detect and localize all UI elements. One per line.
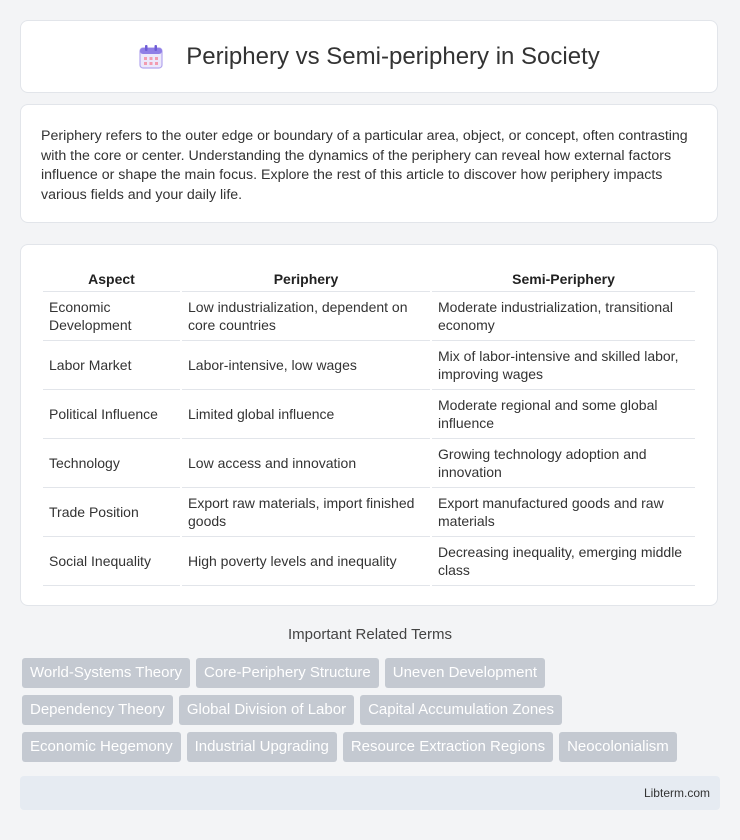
- table-row: [43, 537, 695, 586]
- related-term-tag[interactable]: Uneven Development: [385, 658, 545, 688]
- table-cell: Political Influence: [43, 390, 180, 439]
- table-row: [43, 390, 695, 439]
- table-cell: Technology: [43, 439, 180, 488]
- related-term-tag[interactable]: Capital Accumulation Zones: [360, 695, 562, 725]
- table-row: [43, 341, 695, 390]
- calendar-icon: [138, 44, 164, 70]
- table-cell: Labor-intensive, low wages: [182, 341, 430, 390]
- tag-row: [22, 658, 722, 688]
- column-header: Semi-Periphery: [432, 265, 695, 292]
- related-term-tag[interactable]: Dependency Theory: [22, 695, 173, 725]
- related-term-tag[interactable]: Global Division of Labor: [179, 695, 354, 725]
- title-card: [20, 20, 718, 93]
- related-terms: [22, 658, 722, 769]
- table-cell: Mix of labor-intensive and skilled labor, improving wages: [432, 341, 695, 390]
- table-row: [43, 488, 695, 537]
- column-header: Aspect: [43, 265, 180, 292]
- table-cell: Low industrialization, dependent on core countries: [182, 292, 430, 341]
- table-cell: Growing technology adoption and innovation: [432, 439, 695, 488]
- related-terms-heading: Important Related Terms: [288, 626, 452, 643]
- table-cell: Export manufactured goods and raw materials: [432, 488, 695, 537]
- site-credit-link[interactable]: Libterm.com: [643, 786, 710, 800]
- tag-row: [22, 695, 722, 725]
- related-term-tag[interactable]: Industrial Upgrading: [187, 732, 337, 762]
- related-term-tag[interactable]: Resource Extraction Regions: [343, 732, 553, 762]
- table-header-row: [43, 265, 695, 292]
- table-cell: Trade Position: [43, 488, 180, 537]
- table-cell: Low access and innovation: [182, 439, 430, 488]
- table-cell: Economic Development: [43, 292, 180, 341]
- table-cell: Export raw materials, import finished goods: [182, 488, 430, 537]
- table-cell: High poverty levels and inequality: [182, 537, 430, 586]
- table-cell: Moderate regional and some global influence: [432, 390, 695, 439]
- page-title: Periphery vs Semi-periphery in Society: [186, 42, 600, 70]
- comparison-card: [20, 244, 718, 606]
- table-cell: Moderate industrialization, transitional economy: [432, 292, 695, 341]
- footer: [20, 776, 720, 810]
- related-term-tag[interactable]: Economic Hegemony: [22, 732, 181, 762]
- table-cell: Decreasing inequality, emerging middle class: [432, 537, 695, 586]
- table-cell: Labor Market: [43, 341, 180, 390]
- intro-card: [20, 104, 718, 223]
- table-row: [43, 439, 695, 488]
- related-term-tag[interactable]: Core-Periphery Structure: [196, 658, 379, 688]
- table-cell: Limited global influence: [182, 390, 430, 439]
- related-term-tag[interactable]: Neocolonialism: [559, 732, 677, 762]
- tag-row: [22, 732, 722, 762]
- table-cell: Social Inequality: [43, 537, 180, 586]
- intro-text: Periphery refers to the outer edge or boundary of a particular area, object, or concept, often contrasting with the core or center. Understanding the dynamics of the periphery can reveal how external factors influence or shape the main focus. Explore the rest of this article to discover how periphery impacts various fields and your daily life.: [41, 128, 688, 203]
- related-term-tag[interactable]: World-Systems Theory: [22, 658, 190, 688]
- table-row: [43, 292, 695, 341]
- comparison-table: [41, 265, 697, 586]
- column-header: Periphery: [182, 265, 430, 292]
